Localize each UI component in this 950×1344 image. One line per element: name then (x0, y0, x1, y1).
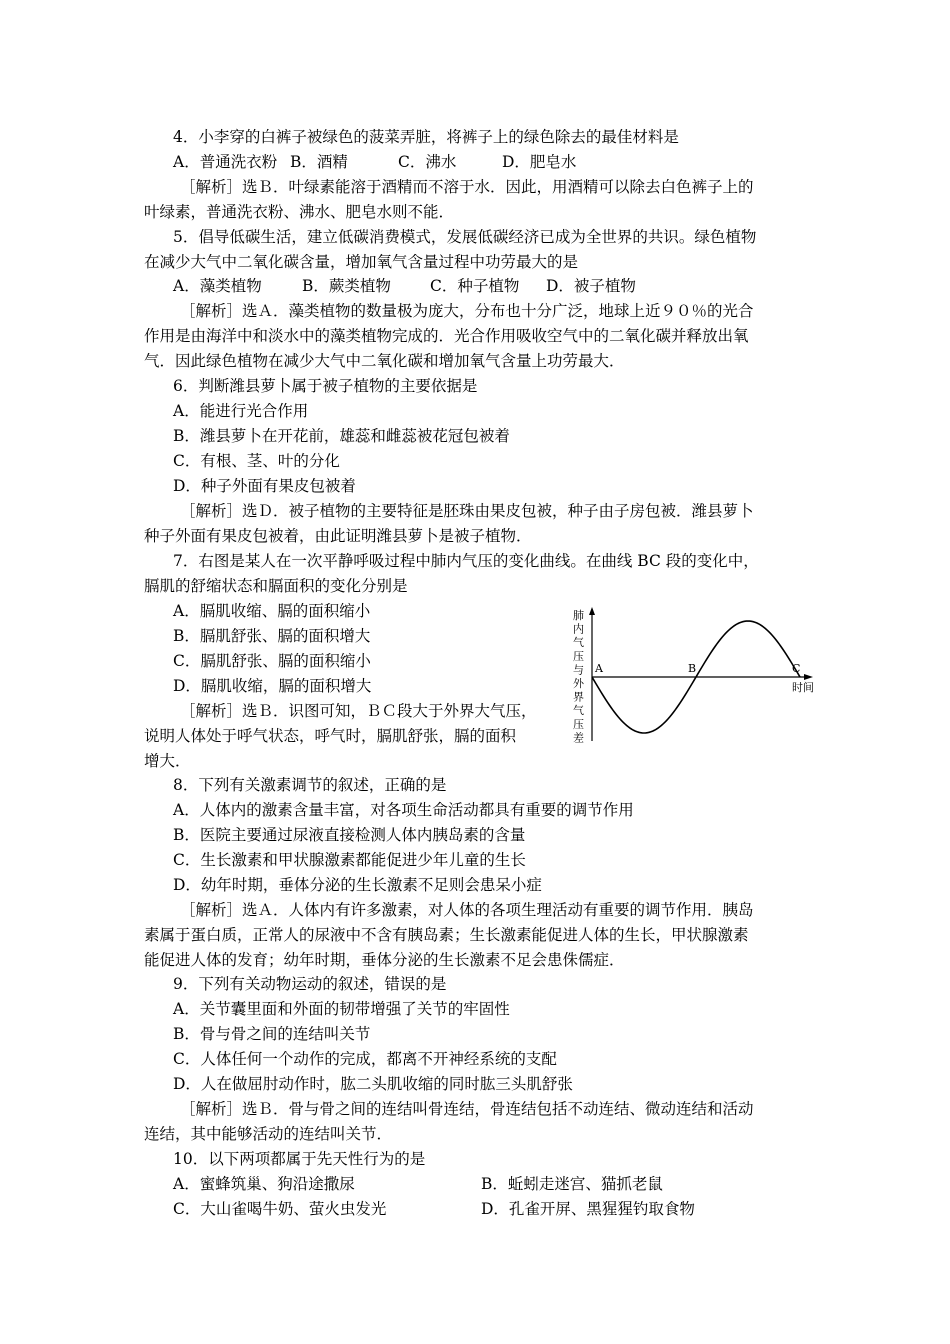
q8-analysis-line-1: ［解析］选Ａ．人体内有许多激素，对人体的各项生理活动有重要的调节作用．胰岛 (180, 901, 754, 919)
q6-option-c: C．有根、茎、叶的分化 (173, 452, 340, 470)
q7-stem-line-2: 膈肌的舒缩状态和膈面积的变化分别是 (144, 577, 408, 595)
q6-option-d: D．种子外面有果皮包被着 (173, 477, 356, 495)
q8-option-a: A．人体内的激素含量丰富，对各项生命活动都具有重要的调节作用 (173, 801, 634, 819)
q8-option-c: C．生长激素和甲状腺激素都能促进少年儿童的生长 (173, 851, 526, 869)
q6-stem: 6．判断潍县萝卜属于被子植物的主要依据是 (173, 377, 478, 395)
q5-stem-line-1: 5．倡导低碳生活，建立低碳消费模式，发展低碳经济已成为全世界的共识。绿色植物 (173, 228, 757, 246)
y-axis-label-char: 外 (573, 677, 584, 690)
q4-option-a: A．普通洗衣粉 (173, 153, 278, 171)
q7-stem-line-1: 7．右图是某人在一次平静呼吸过程中肺内气压的变化曲线。在曲线 BC 段的变化中， (173, 552, 759, 570)
q5-option-d: D．被子植物 (546, 277, 636, 295)
q4-analysis-line-1: ［解析］选Ｂ．叶绿素能溶于酒精而不溶于水．因此，用酒精可以除去白色裤子上的 (180, 178, 754, 196)
point-label-a: A (595, 662, 603, 675)
q9-analysis-line-1: ［解析］选Ｂ．骨与骨之间的连结叫骨连结，骨连结包括不动连结、微动连结和活动 (180, 1100, 754, 1118)
y-axis-label-char: 界 (573, 690, 584, 704)
point-label-b: B (688, 662, 697, 675)
q4-option-c: C．沸水 (398, 153, 457, 171)
q10-option-d: D．孔雀开屏、黑猩猩钓取食物 (481, 1200, 695, 1218)
q10-option-b: B．蚯蚓走迷宫、猫抓老鼠 (481, 1175, 663, 1193)
q5-option-a: A．藻类植物 (173, 277, 262, 295)
q9-stem: 9．下列有关动物运动的叙述，错误的是 (173, 975, 447, 993)
q7-option-b: B．膈肌舒张、膈的面积增大 (173, 627, 371, 645)
q5-analysis-line-3: 气．因此绿色植物在减少大气中二氧化碳和增加氧气含量上功劳最大． (144, 352, 625, 370)
x-axis-label: 时间 (792, 681, 814, 694)
y-axis-label-char: 压 (573, 649, 584, 663)
q5-stem-line-2: 在减少大气中二氧化碳含量，增加氧气含量过程中功劳最大的是 (144, 253, 579, 271)
q5-option-c: C．种子植物 (430, 277, 520, 295)
q7-analysis-line-1: ［解析］选Ｂ．识图可知，ＢＣ段大于外界大气压， (180, 702, 537, 720)
q6-analysis-line-1: ［解析］选Ｄ．被子植物的主要特征是胚珠由果皮包被，种子由子房包被．潍县萝卜 (180, 502, 754, 520)
q5-analysis-line-1: ［解析］选Ａ．藻类植物的数量极为庞大，分布也十分广泛，地球上近９０％的光合 (180, 302, 754, 320)
q4-option-d: D．肥皂水 (502, 153, 577, 171)
q7-option-d: D．膈肌收缩，膈的面积增大 (173, 677, 372, 695)
point-label-c: C (792, 662, 801, 675)
q9-option-d: D．人在做屈肘动作时，肱二头肌收缩的同时肱三头肌舒张 (173, 1075, 573, 1093)
point-labels (594, 662, 800, 675)
pressure-curve-chart (570, 605, 818, 745)
q8-stem: 8．下列有关激素调节的叙述，正确的是 (173, 776, 447, 794)
q8-analysis-line-3: 能促进人体的发育；幼年时期，垂体分泌的生长激素不足会患侏儒症． (144, 951, 625, 969)
q9-option-a: A．关节囊里面和外面的韧带增强了关节的牢固性 (173, 1000, 510, 1018)
y-axis-label (573, 608, 585, 744)
q4-analysis-line-2: 叶绿素，普通洗衣粉、沸水、肥皂水则不能． (144, 203, 455, 221)
y-axis-label-char: 气 (573, 704, 584, 718)
q10-option-a: A．蜜蜂筑巢、狗沿途撒尿 (173, 1175, 355, 1193)
y-axis-label-char: 肺 (573, 609, 584, 622)
q7-option-c: C．膈肌舒张、膈的面积缩小 (173, 652, 371, 670)
q8-analysis-line-2: 素属于蛋白质，正常人的尿液中不含有胰岛素；生长激素能促进人体的生长，甲状腺激素 (144, 926, 749, 944)
q7-option-a: A．膈肌收缩、膈的面积缩小 (173, 602, 371, 620)
q10-option-c: C．大山雀喝牛奶、萤火虫发光 (173, 1200, 387, 1218)
q7-analysis-line-3: 增大． (144, 752, 191, 770)
q4-option-b: B．酒精 (290, 153, 348, 171)
y-axis-label-char: 压 (573, 717, 584, 731)
y-axis-label-char: 差 (573, 731, 584, 745)
q7-analysis-line-2: 说明人体处于呼气状态，呼气时，膈肌舒张，膈的面积 (144, 727, 517, 745)
q4-stem: 4．小李穿的白裤子被绿色的菠菜弄脏，将裤子上的绿色除去的最佳材料是 (173, 128, 679, 146)
q9-option-b: B．骨与骨之间的连结叫关节 (173, 1025, 371, 1043)
y-axis-label-char: 内 (573, 622, 584, 636)
y-axis-label-char: 气 (573, 636, 584, 650)
y-axis-arrow (589, 607, 595, 615)
q5-option-b: B．蕨类植物 (302, 277, 391, 295)
q9-analysis-line-2: 连结，其中能够活动的连结叫关节． (144, 1125, 393, 1143)
q10-stem: 10．以下两项都属于先天性行为的是 (173, 1150, 426, 1168)
q8-option-d: D．幼年时期，垂体分泌的生长激素不足则会患呆小症 (173, 876, 542, 894)
q8-option-b: B．医院主要通过尿液直接检测人体内胰岛素的含量 (173, 826, 526, 844)
q5-analysis-line-2: 作用是由海洋中和淡水中的藻类植物完成的．光合作用吸收空气中的二氧化碳并释放出氧 (144, 327, 749, 345)
x-axis-arrow (804, 674, 813, 680)
q6-analysis-line-2: 种子外面有果皮包被着，由此证明潍县萝卜是被子植物． (144, 527, 532, 545)
q9-option-c: C．人体任何一个动作的完成，都离不开神经系统的支配 (173, 1050, 557, 1068)
q6-option-b: B．潍县萝卜在开花前，雄蕊和雌蕊被花冠包被着 (173, 427, 510, 445)
q6-option-a: A．能进行光合作用 (173, 402, 309, 420)
y-axis-label-char: 与 (573, 663, 584, 677)
